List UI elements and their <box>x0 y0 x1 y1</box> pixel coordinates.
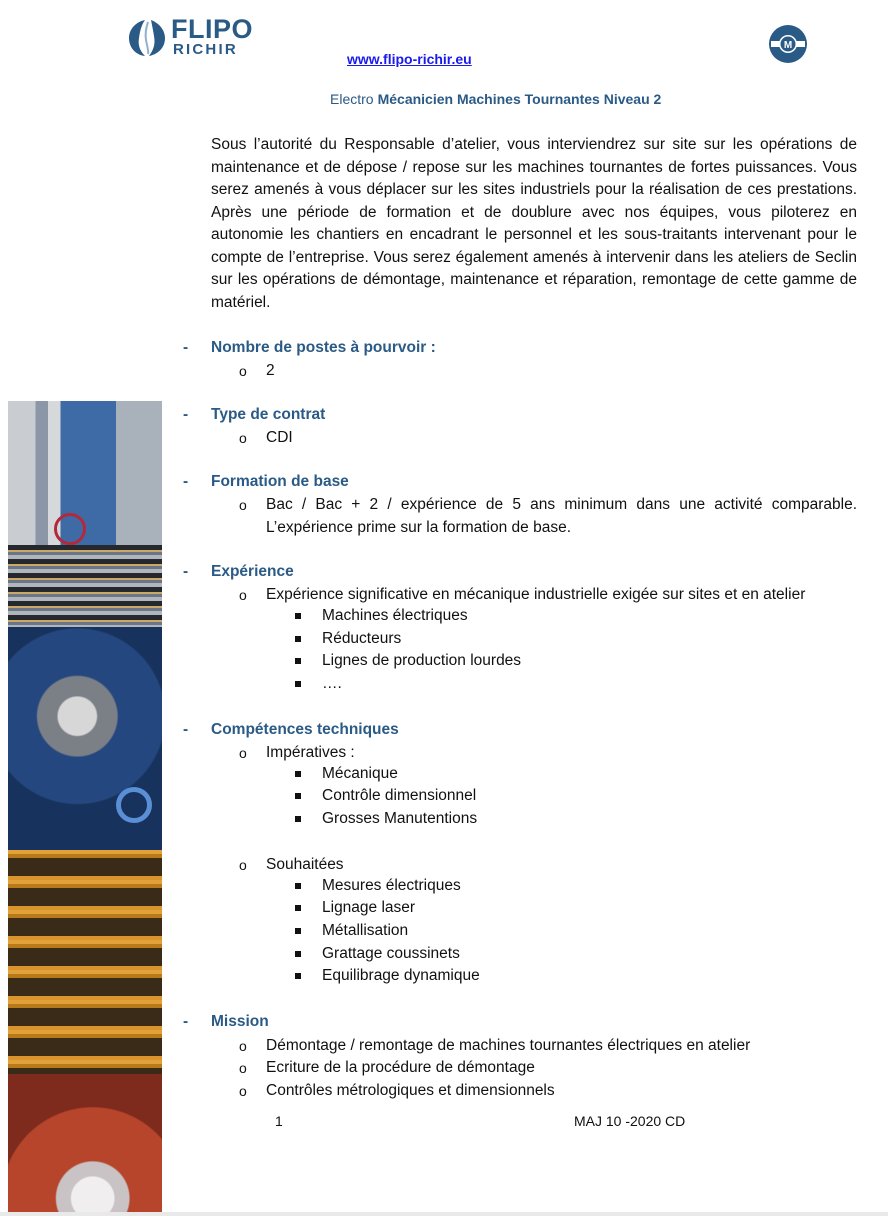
bullet-circle: o <box>239 857 247 873</box>
experience-item: Lignes de production lourdes <box>322 652 522 669</box>
bullet-square <box>295 771 301 777</box>
souhaitee-item: Métallisation <box>322 922 409 939</box>
heading-experience: Expérience <box>211 563 294 580</box>
intro-paragraph: Sous l’autorité du Responsable d’atelier, vous interviendrez sur site sur les opérations de maintenance et de dépose / repose sur les machines tournantes de fortes puissances. Vous serez amenés à vous déplacer sur les sites industriels pour la réalisation de ces prestations. Après une période de formation et de doublure avec nos équipes, vous piloterez en autonomie les chantiers en encadrant le personnel et les sous-traitants intervenant pour le compte de l’entreprise. Vous serez également amenés à intervenir dans les ateliers de Seclin sur les opérations de démontage, maintenance et réparation, remontage de cette gamme de matériel. <box>211 136 857 311</box>
imperative-item: Mécanique <box>322 765 398 782</box>
photo-strip <box>8 401 162 1212</box>
souhaitee-item: Grattage coussinets <box>322 945 460 962</box>
logo-text-richir: RICHIR <box>173 41 238 58</box>
contrat-value: CDI <box>266 429 293 446</box>
bullet-dash: - <box>183 406 189 423</box>
imperative-item: Grosses Manutentions <box>322 810 478 827</box>
job-title <box>330 91 661 107</box>
job-title-prefix: Electro <box>330 91 374 107</box>
souhaitee-item: Equilibrage dynamique <box>322 967 480 984</box>
imperatives-label: Impératives : <box>266 744 355 761</box>
page-bottom-edge <box>0 1212 888 1216</box>
job-title-main: Mécanicien Machines Tournantes Niveau 2 <box>377 91 662 107</box>
bullet-square <box>295 613 301 619</box>
mission-item: Contrôles métrologiques et dimensionnels <box>266 1082 555 1099</box>
bullet-circle: o <box>239 497 247 513</box>
bullet-square <box>295 793 301 799</box>
bullet-circle: o <box>239 430 247 446</box>
photo-wiring-terminals <box>8 545 162 627</box>
flipo-richir-logo <box>127 14 267 60</box>
bullet-circle: o <box>239 363 247 379</box>
bullet-dash: - <box>183 721 189 738</box>
bullet-square <box>295 905 301 911</box>
bullet-dash: - <box>183 1013 189 1030</box>
mission-item: Démontage / remontage de machines tournantes électriques en atelier <box>266 1037 751 1054</box>
postes-value: 2 <box>266 362 275 379</box>
logo-mark-icon <box>127 18 167 58</box>
page-number: 1 <box>275 1113 283 1129</box>
mission-item: Ecriture de la procédure de démontage <box>266 1059 535 1076</box>
photo-copper-coils <box>8 850 162 1074</box>
bullet-dash: - <box>183 563 189 580</box>
experience-value: Expérience significative en mécanique industrielle exigée sur sites et en atelier <box>266 586 806 603</box>
bullet-square <box>295 883 301 889</box>
imperative-item: Contrôle dimensionnel <box>322 787 477 804</box>
bullet-square <box>295 973 301 979</box>
bullet-square <box>295 681 301 687</box>
bullet-circle: o <box>239 1083 247 1099</box>
heading-mission: Mission <box>211 1013 269 1030</box>
logo-text-flipo: FLIPO <box>171 14 253 44</box>
bullet-circle: o <box>239 587 247 603</box>
website-link[interactable]: www.flipo-richir.eu <box>347 51 472 67</box>
heading-contrat: Type de contrat <box>211 406 326 423</box>
motor-emblem-icon <box>768 24 808 64</box>
bullet-square <box>295 816 301 822</box>
souhaitee-item: Lignage laser <box>322 899 416 916</box>
formation-value: Bac / Bac + 2 / expérience de 5 ans minimum dans une activité comparable. L’expérience prime sur la formation de base. <box>266 496 857 536</box>
bullet-dash: - <box>183 339 189 356</box>
bullet-circle: o <box>239 1038 247 1054</box>
photo-mechanical-assembly <box>8 627 162 850</box>
heading-postes: Nombre de postes à pourvoir : <box>211 339 436 356</box>
souhaitees-label: Souhaitées <box>266 856 344 873</box>
bullet-square <box>295 951 301 957</box>
experience-item: Réducteurs <box>322 630 402 647</box>
bullet-square <box>295 658 301 664</box>
heading-competences: Compétences techniques <box>211 721 399 738</box>
photo-stator-winding <box>8 1074 162 1212</box>
bullet-circle: o <box>239 1060 247 1076</box>
bullet-square <box>295 928 301 934</box>
experience-item: Machines électriques <box>322 607 468 624</box>
emblem-letter: M <box>783 40 793 51</box>
revision-note: MAJ 10 -2020 CD <box>574 1113 686 1129</box>
bullet-circle: o <box>239 745 247 761</box>
bullet-dash: - <box>183 473 189 490</box>
souhaitee-item: Mesures électriques <box>322 877 461 894</box>
photo-electrical-cabinet <box>8 401 162 545</box>
bullet-square <box>295 636 301 642</box>
heading-formation: Formation de base <box>211 473 349 490</box>
experience-item: …. <box>322 675 342 692</box>
